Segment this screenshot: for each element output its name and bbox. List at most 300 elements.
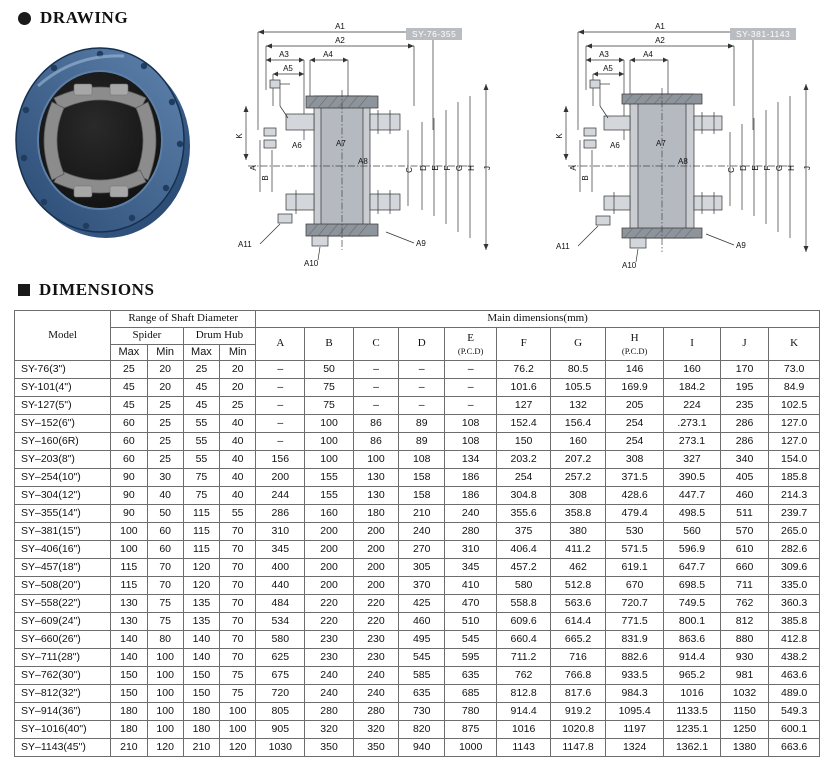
header-col-j: J xyxy=(720,327,768,361)
cell-a: 534 xyxy=(256,613,305,631)
cell-a: 905 xyxy=(256,721,305,739)
cell-i: 560 xyxy=(664,523,721,541)
cell-e: – xyxy=(445,361,497,379)
cell-g: 132 xyxy=(551,397,606,415)
svg-text:A7: A7 xyxy=(656,139,666,148)
table-row xyxy=(15,433,820,451)
cell-e: – xyxy=(445,379,497,397)
cell-c: 200 xyxy=(353,541,399,559)
cell-hub_max: 150 xyxy=(183,685,220,703)
cell-model: SY–152(6") xyxy=(15,415,111,433)
cell-f: 711.2 xyxy=(497,649,551,667)
cell-e: 875 xyxy=(445,721,497,739)
cell-b: 100 xyxy=(305,433,353,451)
cell-a: – xyxy=(256,433,305,451)
cell-hub_min: 70 xyxy=(220,523,256,541)
cell-hub_max: 120 xyxy=(183,559,220,577)
cell-h: 530 xyxy=(606,523,664,541)
svg-text:E: E xyxy=(751,165,760,171)
svg-text:A7: A7 xyxy=(336,139,346,148)
cell-i: 184.2 xyxy=(664,379,721,397)
cell-d: 370 xyxy=(399,577,445,595)
cell-model: SY–609(24") xyxy=(15,613,111,631)
cell-k: 360.3 xyxy=(769,595,820,613)
cell-a: 156 xyxy=(256,451,305,469)
cell-h: 619.1 xyxy=(606,559,664,577)
cell-f: 375 xyxy=(497,523,551,541)
cell-f: 812.8 xyxy=(497,685,551,703)
svg-text:A3: A3 xyxy=(279,50,289,59)
table-row xyxy=(15,541,820,559)
cell-hub_min: 100 xyxy=(220,703,256,721)
cell-i: 160 xyxy=(664,361,721,379)
table-row xyxy=(15,649,820,667)
cell-spider_max: 140 xyxy=(111,649,148,667)
cell-k: 239.7 xyxy=(769,505,820,523)
svg-text:H: H xyxy=(467,165,476,171)
cell-d: 210 xyxy=(399,505,445,523)
cell-j: 981 xyxy=(720,667,768,685)
cell-c: – xyxy=(353,397,399,415)
cell-b: 200 xyxy=(305,541,353,559)
product-photo xyxy=(14,40,204,245)
cell-g: 665.2 xyxy=(551,631,606,649)
cell-g: 766.8 xyxy=(551,667,606,685)
cell-spider_max: 60 xyxy=(111,433,148,451)
cell-hub_max: 210 xyxy=(183,739,220,757)
cell-j: 170 xyxy=(720,361,768,379)
cell-h: 933.5 xyxy=(606,667,664,685)
cell-spider_max: 180 xyxy=(111,721,148,739)
cell-f: 127 xyxy=(497,397,551,415)
cell-k: 335.0 xyxy=(769,577,820,595)
svg-text:A8: A8 xyxy=(678,157,688,166)
cell-i: 327 xyxy=(664,451,721,469)
cell-k: 600.1 xyxy=(769,721,820,739)
cell-h: 771.5 xyxy=(606,613,664,631)
cell-g: 380 xyxy=(551,523,606,541)
cell-a: 805 xyxy=(256,703,305,721)
cell-spider_min: 40 xyxy=(147,487,183,505)
cell-model: SY–914(36") xyxy=(15,703,111,721)
cell-a: 625 xyxy=(256,649,305,667)
cell-hub_max: 120 xyxy=(183,577,220,595)
cell-k: 489.0 xyxy=(769,685,820,703)
cell-spider_min: 100 xyxy=(147,667,183,685)
cell-h: 169.9 xyxy=(606,379,664,397)
cell-g: 207.2 xyxy=(551,451,606,469)
header-col-d: D xyxy=(399,327,445,361)
cell-hub_min: 75 xyxy=(220,685,256,703)
table-row xyxy=(15,685,820,703)
cell-hub_min: 70 xyxy=(220,577,256,595)
cell-e: 635 xyxy=(445,667,497,685)
cell-spider_min: 60 xyxy=(147,541,183,559)
cell-d: 270 xyxy=(399,541,445,559)
cell-c: 200 xyxy=(353,559,399,577)
cell-spider_max: 130 xyxy=(111,595,148,613)
header-col-h xyxy=(606,327,664,361)
cell-d: 89 xyxy=(399,415,445,433)
cell-spider_max: 45 xyxy=(111,397,148,415)
cell-i: 965.2 xyxy=(664,667,721,685)
cell-spider_min: 30 xyxy=(147,469,183,487)
cell-g: 817.6 xyxy=(551,685,606,703)
cell-a: – xyxy=(256,415,305,433)
cell-e: 240 xyxy=(445,505,497,523)
cell-e: 108 xyxy=(445,433,497,451)
cell-spider_min: 25 xyxy=(147,451,183,469)
cell-a: 200 xyxy=(256,469,305,487)
cell-hub_max: 115 xyxy=(183,505,220,523)
svg-text:A9: A9 xyxy=(416,239,426,248)
header-col-c: C xyxy=(353,327,399,361)
cell-spider_min: 25 xyxy=(147,397,183,415)
cell-k: 385.8 xyxy=(769,613,820,631)
svg-text:C: C xyxy=(405,167,414,173)
cell-g: 512.8 xyxy=(551,577,606,595)
cell-b: 220 xyxy=(305,595,353,613)
header-main-dimensions: Main dimensions(mm) xyxy=(256,311,820,328)
table-row xyxy=(15,469,820,487)
table-header xyxy=(15,311,820,361)
drawing-section-title: DRAWING xyxy=(40,8,129,27)
table-body xyxy=(15,361,820,757)
cell-f: 150 xyxy=(497,433,551,451)
cell-spider_min: 60 xyxy=(147,523,183,541)
cell-hub_min: 70 xyxy=(220,541,256,559)
svg-text:H: H xyxy=(787,165,796,171)
cell-a: 440 xyxy=(256,577,305,595)
cell-e: 1000 xyxy=(445,739,497,757)
svg-text:D: D xyxy=(419,165,428,171)
cell-c: 280 xyxy=(353,703,399,721)
cell-d: 940 xyxy=(399,739,445,757)
dimensions-table xyxy=(14,310,820,757)
cell-g: 257.2 xyxy=(551,469,606,487)
cell-a: 244 xyxy=(256,487,305,505)
cell-i: 800.1 xyxy=(664,613,721,631)
cell-a: 400 xyxy=(256,559,305,577)
cell-a: 345 xyxy=(256,541,305,559)
cell-i: 390.5 xyxy=(664,469,721,487)
cell-model: SY-76(3") xyxy=(15,361,111,379)
svg-text:A: A xyxy=(249,165,258,171)
cell-i: 224 xyxy=(664,397,721,415)
cell-c: 240 xyxy=(353,667,399,685)
cell-h: 479.4 xyxy=(606,505,664,523)
cell-hub_min: 40 xyxy=(220,415,256,433)
cell-i: 596.9 xyxy=(664,541,721,559)
cell-b: 200 xyxy=(305,559,353,577)
cell-g: 80.5 xyxy=(551,361,606,379)
cell-k: 102.5 xyxy=(769,397,820,415)
cell-j: 1150 xyxy=(720,703,768,721)
cell-spider_max: 90 xyxy=(111,505,148,523)
cell-h: 882.6 xyxy=(606,649,664,667)
cell-g: 308 xyxy=(551,487,606,505)
cell-spider_min: 100 xyxy=(147,685,183,703)
cell-hub_max: 115 xyxy=(183,523,220,541)
cell-e: 310 xyxy=(445,541,497,559)
cell-spider_min: 70 xyxy=(147,577,183,595)
cell-b: 280 xyxy=(305,703,353,721)
cell-e: 108 xyxy=(445,415,497,433)
cell-hub_min: 75 xyxy=(220,667,256,685)
cell-hub_min: 55 xyxy=(220,505,256,523)
cell-h: 308 xyxy=(606,451,664,469)
table-header-row-1 xyxy=(15,311,820,328)
cell-hub_min: 120 xyxy=(220,739,256,757)
cell-b: 50 xyxy=(305,361,353,379)
cell-d: 425 xyxy=(399,595,445,613)
cell-hub_max: 45 xyxy=(183,379,220,397)
cell-b: 100 xyxy=(305,451,353,469)
cell-j: 1032 xyxy=(720,685,768,703)
cell-spider_min: 70 xyxy=(147,559,183,577)
svg-text:D: D xyxy=(739,165,748,171)
cell-spider_max: 60 xyxy=(111,415,148,433)
header-hub-max: Max xyxy=(183,344,220,361)
cell-hub_max: 75 xyxy=(183,487,220,505)
cell-hub_min: 70 xyxy=(220,595,256,613)
cell-j: 1250 xyxy=(720,721,768,739)
header-shaft-range: Range of Shaft Diameter xyxy=(111,311,256,328)
cell-g: 614.4 xyxy=(551,613,606,631)
svg-text:K: K xyxy=(235,133,244,139)
dimensions-section-title: DIMENSIONS xyxy=(39,280,155,299)
svg-text:F: F xyxy=(443,165,452,171)
cell-c: 86 xyxy=(353,433,399,451)
cell-i: 447.7 xyxy=(664,487,721,505)
cell-spider_min: 120 xyxy=(147,739,183,757)
cell-c: 320 xyxy=(353,721,399,739)
cell-k: 214.3 xyxy=(769,487,820,505)
cell-g: 462 xyxy=(551,559,606,577)
svg-text:C: C xyxy=(727,167,736,173)
cell-spider_max: 150 xyxy=(111,667,148,685)
cell-f: 152.4 xyxy=(497,415,551,433)
cell-d: 108 xyxy=(399,451,445,469)
header-col-f: F xyxy=(497,327,551,361)
cell-j: 286 xyxy=(720,415,768,433)
cell-i: 647.7 xyxy=(664,559,721,577)
cell-a: – xyxy=(256,361,305,379)
cell-h: 984.3 xyxy=(606,685,664,703)
cell-j: 762 xyxy=(720,595,768,613)
cell-d: – xyxy=(399,397,445,415)
cell-j: 286 xyxy=(720,433,768,451)
header-col-b: B xyxy=(305,327,353,361)
svg-text:A2: A2 xyxy=(655,36,665,45)
bullet-square-icon xyxy=(18,284,30,296)
cell-b: 230 xyxy=(305,631,353,649)
cell-a: 675 xyxy=(256,667,305,685)
cell-j: 812 xyxy=(720,613,768,631)
cell-hub_max: 115 xyxy=(183,541,220,559)
bullet-circle-icon xyxy=(18,12,31,25)
cell-model: SY-101(4") xyxy=(15,379,111,397)
header-col-e-note: (P.C.D) xyxy=(457,345,484,356)
cell-a: 310 xyxy=(256,523,305,541)
cell-model: SY–1143(45") xyxy=(15,739,111,757)
cell-f: 1016 xyxy=(497,721,551,739)
svg-text:F: F xyxy=(763,165,772,171)
cell-hub_max: 180 xyxy=(183,721,220,739)
cell-spider_max: 45 xyxy=(111,379,148,397)
cell-hub_min: 20 xyxy=(220,361,256,379)
cell-hub_min: 25 xyxy=(220,397,256,415)
cell-i: 698.5 xyxy=(664,577,721,595)
cell-b: 160 xyxy=(305,505,353,523)
cell-g: 105.5 xyxy=(551,379,606,397)
cell-j: 610 xyxy=(720,541,768,559)
cell-a: 1030 xyxy=(256,739,305,757)
cell-c: 130 xyxy=(353,487,399,505)
header-col-a: A xyxy=(256,327,305,361)
cell-hub_max: 75 xyxy=(183,469,220,487)
cell-hub_min: 20 xyxy=(220,379,256,397)
svg-text:A5: A5 xyxy=(283,64,293,73)
header-spider: Spider xyxy=(111,327,184,344)
cell-spider_max: 25 xyxy=(111,361,148,379)
cell-d: 820 xyxy=(399,721,445,739)
header-col-i: I xyxy=(664,327,721,361)
header-col-e-letter: E xyxy=(467,331,474,344)
cell-spider_min: 20 xyxy=(147,379,183,397)
cell-g: 1020.8 xyxy=(551,721,606,739)
svg-text:A5: A5 xyxy=(603,64,613,73)
cell-i: 498.5 xyxy=(664,505,721,523)
table-row xyxy=(15,361,820,379)
cell-c: – xyxy=(353,379,399,397)
cell-h: 1095.4 xyxy=(606,703,664,721)
svg-text:A6: A6 xyxy=(610,141,620,150)
cell-a: 286 xyxy=(256,505,305,523)
cell-model: SY–558(22") xyxy=(15,595,111,613)
cell-f: 660.4 xyxy=(497,631,551,649)
cell-c: 220 xyxy=(353,613,399,631)
cell-g: 358.8 xyxy=(551,505,606,523)
svg-text:A3: A3 xyxy=(599,50,609,59)
cell-d: – xyxy=(399,361,445,379)
header-spider-min: Min xyxy=(147,344,183,361)
svg-text:J: J xyxy=(803,166,812,170)
cell-a: – xyxy=(256,397,305,415)
cell-a: 720 xyxy=(256,685,305,703)
cell-b: 75 xyxy=(305,379,353,397)
cell-j: 235 xyxy=(720,397,768,415)
cell-model: SY–304(12") xyxy=(15,487,111,505)
cell-g: 716 xyxy=(551,649,606,667)
cell-e: – xyxy=(445,397,497,415)
svg-text:A4: A4 xyxy=(643,50,653,59)
cell-g: 919.2 xyxy=(551,703,606,721)
cell-f: 355.6 xyxy=(497,505,551,523)
cell-spider_min: 50 xyxy=(147,505,183,523)
cell-h: 720.7 xyxy=(606,595,664,613)
svg-text:A6: A6 xyxy=(292,141,302,150)
cell-c: 100 xyxy=(353,451,399,469)
cell-model: SY–812(32") xyxy=(15,685,111,703)
cell-b: 75 xyxy=(305,397,353,415)
header-hub-min: Min xyxy=(220,344,256,361)
cell-g: 563.6 xyxy=(551,595,606,613)
table-row xyxy=(15,487,820,505)
cell-hub_min: 40 xyxy=(220,451,256,469)
cell-hub_max: 135 xyxy=(183,595,220,613)
cell-i: 1133.5 xyxy=(664,703,721,721)
cell-c: – xyxy=(353,361,399,379)
cell-k: 265.0 xyxy=(769,523,820,541)
svg-text:A: A xyxy=(569,165,578,171)
cell-model: SY–381(15") xyxy=(15,523,111,541)
cell-hub_max: 150 xyxy=(183,667,220,685)
cell-hub_max: 55 xyxy=(183,415,220,433)
cell-e: 470 xyxy=(445,595,497,613)
cell-d: 585 xyxy=(399,667,445,685)
table-row xyxy=(15,721,820,739)
drawing-left xyxy=(218,10,508,270)
cell-b: 200 xyxy=(305,523,353,541)
cell-c: 230 xyxy=(353,631,399,649)
cell-k: 127.0 xyxy=(769,433,820,451)
cell-k: 185.8 xyxy=(769,469,820,487)
cell-k: 282.6 xyxy=(769,541,820,559)
cell-b: 350 xyxy=(305,739,353,757)
cell-model: SY–160(6R) xyxy=(15,433,111,451)
cell-h: 428.6 xyxy=(606,487,664,505)
cell-a: – xyxy=(256,379,305,397)
cell-hub_min: 70 xyxy=(220,649,256,667)
cell-spider_min: 100 xyxy=(147,649,183,667)
cell-hub_min: 70 xyxy=(220,631,256,649)
cell-j: 460 xyxy=(720,487,768,505)
cell-f: 457.2 xyxy=(497,559,551,577)
cell-hub_min: 70 xyxy=(220,559,256,577)
cell-model: SY–254(10") xyxy=(15,469,111,487)
cell-k: 412.8 xyxy=(769,631,820,649)
svg-text:A10: A10 xyxy=(622,261,637,270)
cell-f: 1143 xyxy=(497,739,551,757)
cell-spider_max: 100 xyxy=(111,541,148,559)
svg-text:A1: A1 xyxy=(655,22,665,31)
cell-d: 240 xyxy=(399,523,445,541)
cell-h: 371.5 xyxy=(606,469,664,487)
cell-d: 495 xyxy=(399,631,445,649)
cell-e: 280 xyxy=(445,523,497,541)
cell-i: 1235.1 xyxy=(664,721,721,739)
cell-e: 685 xyxy=(445,685,497,703)
cell-f: 254 xyxy=(497,469,551,487)
cell-i: 1016 xyxy=(664,685,721,703)
cell-d: 460 xyxy=(399,613,445,631)
cell-d: 89 xyxy=(399,433,445,451)
cell-spider_max: 210 xyxy=(111,739,148,757)
svg-text:A8: A8 xyxy=(358,157,368,166)
cell-i: 914.4 xyxy=(664,649,721,667)
cell-c: 220 xyxy=(353,595,399,613)
cell-f: 762 xyxy=(497,667,551,685)
table-row xyxy=(15,631,820,649)
cell-h: 146 xyxy=(606,361,664,379)
cell-model: SY–508(20") xyxy=(15,577,111,595)
header-drum-hub: Drum Hub xyxy=(183,327,256,344)
cell-spider_min: 80 xyxy=(147,631,183,649)
cell-c: 200 xyxy=(353,523,399,541)
cell-i: 863.6 xyxy=(664,631,721,649)
cell-model: SY–660(26") xyxy=(15,631,111,649)
